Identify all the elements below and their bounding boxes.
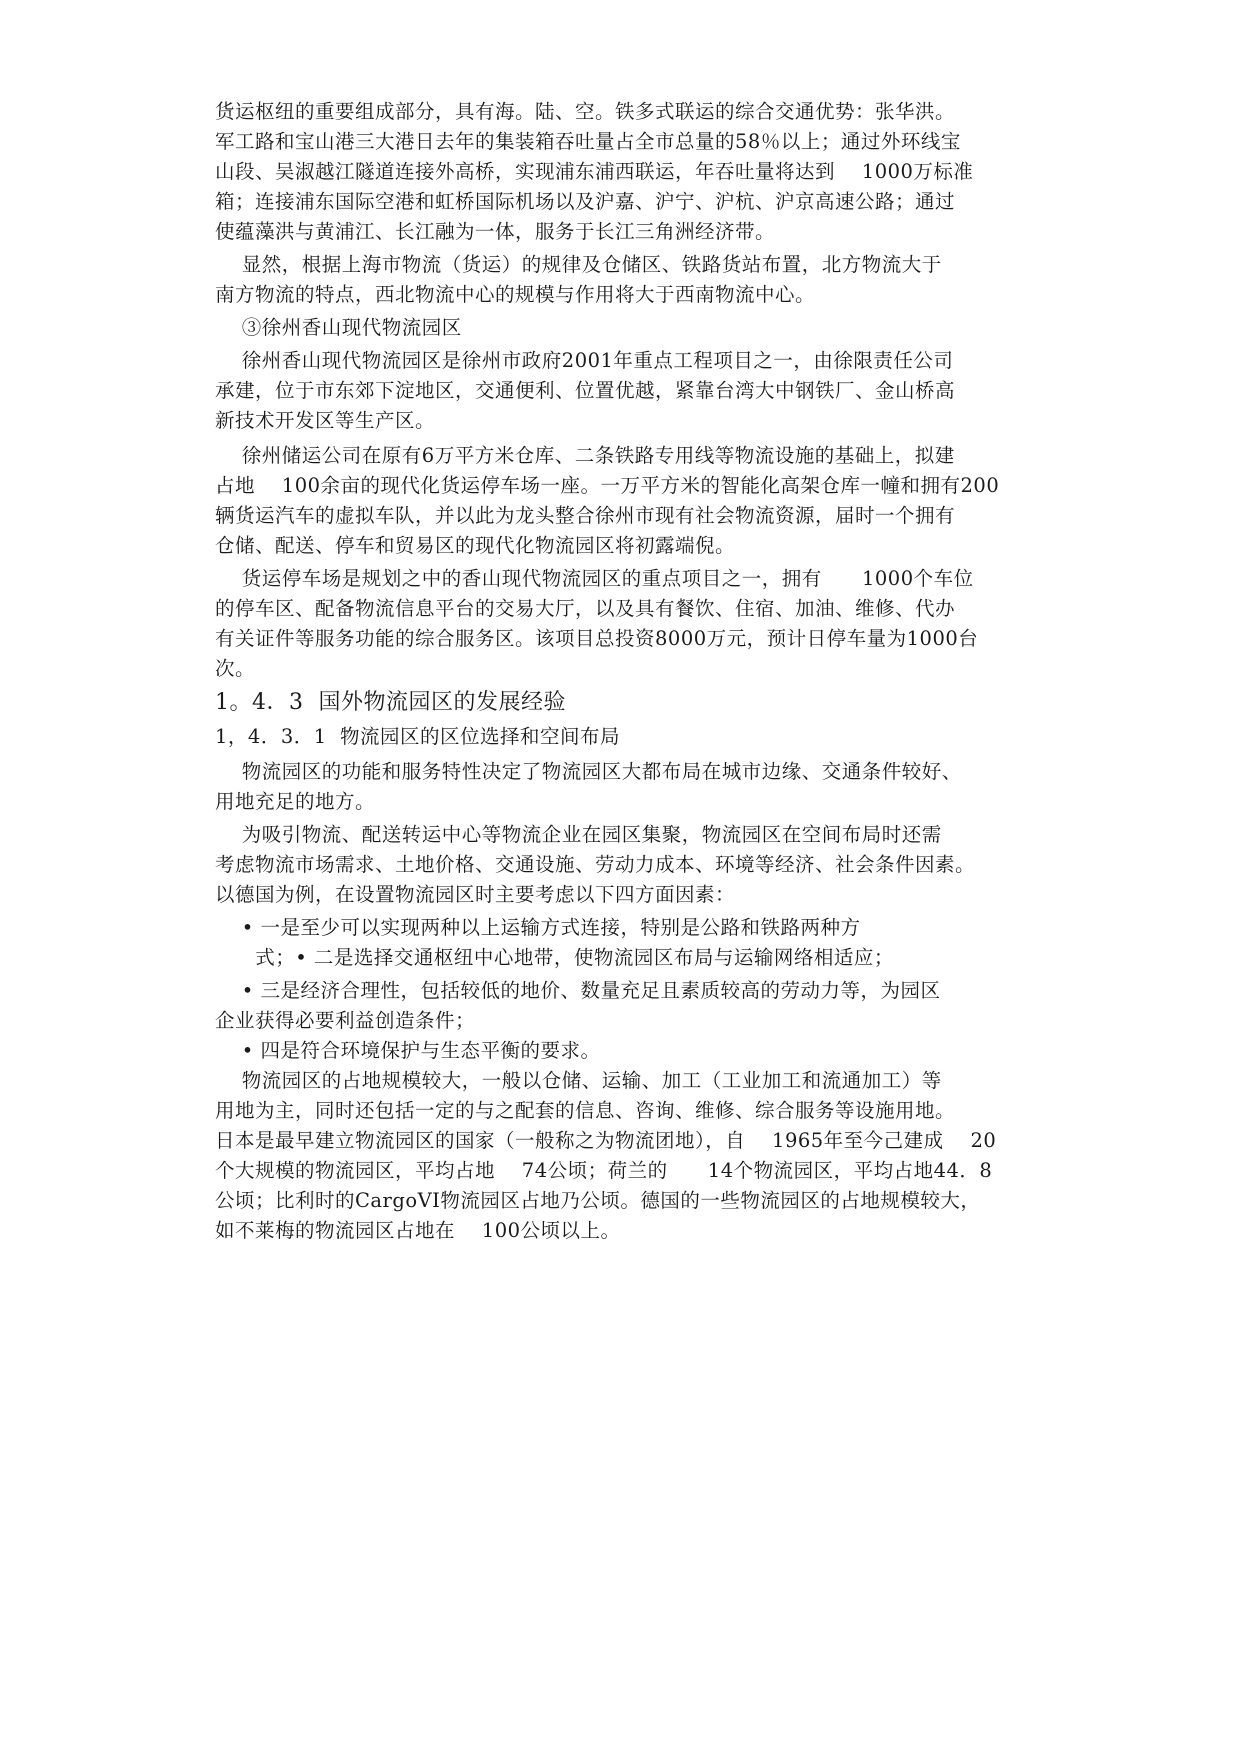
paragraph-line: 新技术开发区等生产区。: [215, 409, 436, 432]
paragraph-line: 次。: [215, 657, 256, 680]
paragraph-line: 物流园区的功能和服务特性决定了物流园区大都布局在城市边缘、交通条件较好、: [215, 760, 962, 783]
bullet-item: • 一是至少可以实现两种以上运输方式连接，特别是公路和铁路两种方: [215, 916, 861, 939]
paragraph-line: 军工路和宝山港三大港日去年的集装箱吞吐量占全市总量的58％以上；通过外环线宝: [215, 130, 961, 153]
paragraph-line: 山段、吴淑越江隧道连接外高桥，实现浦东浦西联运，年吞吐量将达到 1000万标准: [215, 160, 974, 183]
section-heading: 1。4．3 国外物流园区的发展经验: [215, 690, 566, 715]
subsection-title: ③徐州香山现代物流园区: [215, 316, 462, 339]
paragraph-line: 仓储、配送、停车和贸易区的现代化物流园区将初露端倪。: [215, 534, 736, 557]
paragraph-line: 使蕴藻洪与黄浦江、长江融为一体，服务于长江三角洲经济带。: [215, 220, 776, 243]
paragraph-line: 考虑物流市场需求、土地价格、交通设施、劳动力成本、环境等经济、社会条件因素。: [215, 853, 976, 876]
paragraph-line: 物流园区的占地规模较大，一般以仓储、运输、加工（工业加工和流通加工）等: [215, 1069, 942, 1092]
paragraph-line: 货运停车场是规划之中的香山现代物流园区的重点项目之一，拥有 1000个车位: [215, 567, 974, 590]
paragraph-line: 以德国为例，在设置物流园区时主要考虑以下四方面因素：: [215, 883, 736, 906]
paragraph-line: 承建，位于市东郊下淀地区，交通便利、位置优越，紧靠台湾大中钢铁厂、金山桥高: [215, 379, 956, 402]
paragraph-line: 如不莱梅的物流园区占地在 100公顷以上。: [215, 1219, 621, 1242]
paragraph-line: 徐州储运公司在原有6万平方米仓库、二条铁路专用线等物流设施的基础上，拟建: [215, 444, 955, 467]
paragraph-line: 企业获得必要利益创造条件；: [215, 1009, 476, 1032]
paragraph-line: 徐州香山现代物流园区是徐州市政府2001年重点工程项目之一，由徐限责任公司: [215, 349, 954, 372]
paragraph-line: 个大规模的物流园区，平均占地 74公顷；荷兰的 14个物流园区，平均占地44．8: [215, 1159, 993, 1182]
paragraph-line: 显然，根据上海市物流（货运）的规律及仓储区、铁路货站布置，北方物流大于: [215, 253, 942, 276]
bullet-item: • 三是经济合理性，包括较低的地价、数量充足且素质较高的劳动力等，为园区: [215, 979, 941, 1002]
paragraph-line: 的停车区、配备物流信息平台的交易大厅，以及具有餐饮、住宿、加油、维修、代办: [215, 597, 956, 620]
paragraph-line: 公顷；比利时的CargoVI物流园区占地乃公顷。德国的一些物流园区的占地规模较大，: [215, 1189, 981, 1212]
paragraph-line: 用地充足的地方。: [215, 790, 376, 813]
paragraph-line: 南方物流的特点，西北物流中心的规模与作用将大于西南物流中心。: [215, 283, 816, 306]
bullet-item: 式；• 二是选择交通枢纽中心地带，使物流园区布局与运输网络相适应；: [215, 946, 894, 969]
paragraph-line: 日本是最早建立物流园区的国家（一般称之为物流团地），自 1965年至今己建成 20: [215, 1129, 997, 1152]
paragraph-line: 占地 100余亩的现代化货运停车场一座。一万平方米的智能化高架仓库一幢和拥有200: [215, 474, 1000, 497]
subsection-heading: 1，4．3．1 物流园区的区位选择和空间布局: [215, 725, 621, 748]
bullet-item: • 四是符合环境保护与生态平衡的要求。: [215, 1039, 601, 1062]
paragraph-line: 用地为主，同时还包括一定的与之配套的信息、咨询、维修、综合服务等设施用地。: [215, 1099, 956, 1122]
paragraph-line: 箱；连接浦东国际空港和虹桥国际机场以及沪嘉、沪宁、沪杭、沪京高速公路；通过: [215, 190, 956, 213]
paragraph-line: 为吸引物流、配送转运中心等物流企业在园区集聚，物流园区在空间布局时还需: [215, 823, 942, 846]
paragraph-line: 货运枢纽的重要组成部分，具有海。陆、空。铁多式联运的综合交通优势：张华洪。: [215, 100, 956, 123]
paragraph-line: 有关证件等服务功能的综合服务区。该项目总投资8000万元，预计日停车量为1000台: [215, 627, 979, 650]
paragraph-line: 辆货运汽车的虚拟车队，并以此为龙头整合徐州市现有社会物流资源，届时一个拥有: [215, 504, 956, 527]
